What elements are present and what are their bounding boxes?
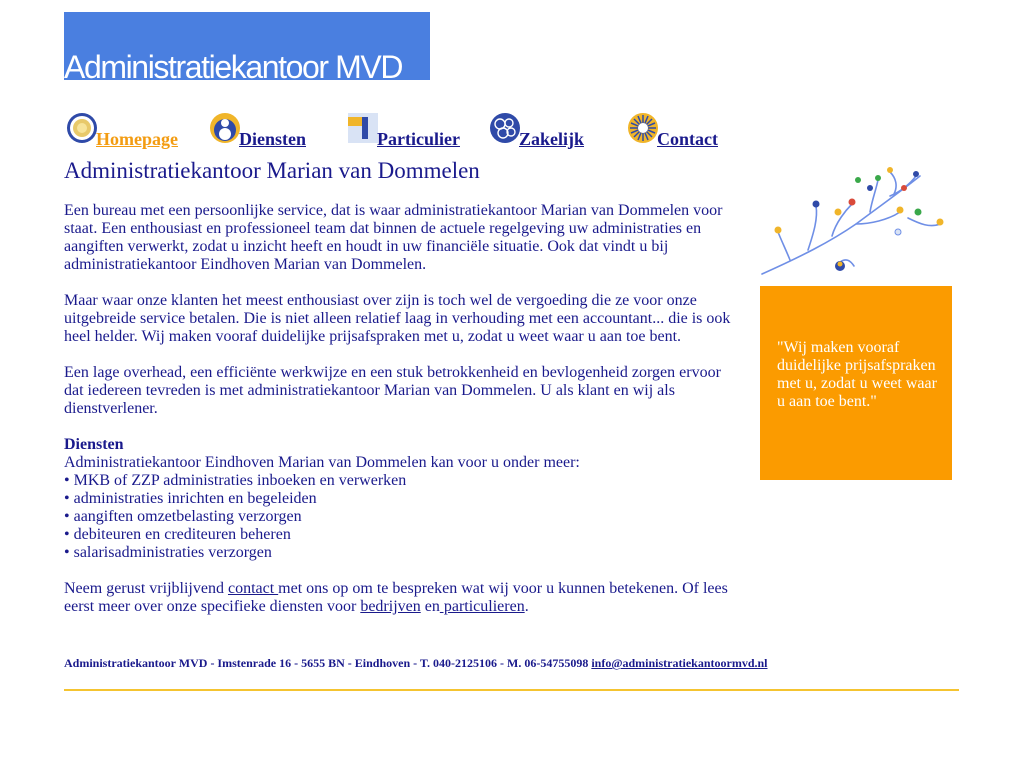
closing-text-end: . <box>524 598 529 615</box>
service-item: • aangiften omzetbelasting verzorgen <box>64 508 302 525</box>
site-logo[interactable] <box>64 12 430 80</box>
quote-text: "Wij maken vooraf duidelijke prijsafspraken met u, zodat u weet waar u aan toe bent." <box>777 339 937 410</box>
network-globe-icon <box>489 112 521 144</box>
main-content <box>64 202 740 634</box>
services-heading: Diensten <box>64 436 124 453</box>
nav-homepage[interactable] <box>66 112 178 149</box>
services-intro: Administratiekantoor Eindhoven Marian van Dommelen kan voor u onder meer: <box>64 454 580 471</box>
nav-diensten[interactable] <box>209 112 306 149</box>
quote-box <box>760 286 952 480</box>
closing-text-and: en <box>420 598 440 615</box>
closing-text-middle: met ons op om te bespreken wat wij voor u kunnen betekenen. Of lees eerst meer over onze specifieke diensten voor <box>64 580 728 615</box>
footer-contact <box>64 656 768 671</box>
nav-zakelijk-label: Zakelijk <box>519 129 585 149</box>
services-section <box>64 436 740 562</box>
nav-contact-label: Contact <box>657 129 718 149</box>
nav-diensten-label: Diensten <box>239 129 306 149</box>
overhead-paragraph: Een lage overhead, een efficiënte werkwijze en een stuk betrokkenheid en bevlogenheid zorgen ervoor dat iedereen tevreden is met administratiekantoor Marian van Dommelen. U als klant en wij als dienstverlener. <box>64 364 721 417</box>
nav-particulier-label: Particulier <box>377 129 460 149</box>
services-list <box>64 472 740 562</box>
service-item: • debiteuren en crediteuren beheren <box>64 526 291 543</box>
footer-email-link[interactable]: info@administratiekantoormvd.nl <box>591 656 768 670</box>
business-link[interactable]: bedrijven <box>360 598 421 615</box>
main-nav <box>64 112 764 152</box>
nav-homepage-label: Homepage <box>96 129 178 149</box>
sun-circle-icon <box>66 112 98 144</box>
logo-text: Administratiekantoor MVD <box>64 49 403 80</box>
nav-contact[interactable] <box>627 112 718 149</box>
nav-particulier[interactable] <box>347 112 460 149</box>
network-tree-illustration <box>760 162 952 280</box>
service-item: • salarisadministraties verzorgen <box>64 544 272 561</box>
footer-divider <box>64 689 959 691</box>
page-title: Administratiekantoor Marian van Dommelen <box>64 158 480 183</box>
sunburst-icon <box>627 112 659 144</box>
person-circle-icon <box>209 112 241 144</box>
footer-address: Administratiekantoor MVD - Imstenrade 16 - 5655 BN - Eindhoven - T. 040-2125106 - M. 06-54755098 <box>64 656 592 670</box>
square-blocks-icon <box>347 112 379 144</box>
pricing-paragraph: Maar waar onze klanten het meest enthousiast over zijn is toch wel de vergoeding die ze voor onze uitgebreide service betalen. Die is niet alleen relatief laag in verhouding met een accountant... die is ook heel helder. Wij maken vooraf duidelijke prijsafspraken met u, zodat u weet waar u aan toe bent. <box>64 292 731 345</box>
contact-link[interactable]: contact <box>227 580 279 597</box>
intro-paragraph: Een bureau met een persoonlijke service, dat is waar administratiekantoor Marian van Dommelen voor staat. Een enthousiast en professioneel team dat binnen de actuele regelgeving uw administraties en aangiften verwerkt, zodat u inzicht heeft en houdt in uw financiële situatie. Ook dat vindt u bij administratiekantoor Eindhoven Marian van Dommelen. <box>64 202 723 273</box>
service-item: • MKB of ZZP administraties inboeken en verwerken <box>64 472 407 489</box>
nav-zakelijk[interactable] <box>489 112 585 149</box>
closing-text-start: Neem gerust vrijblijvend <box>64 580 228 597</box>
service-item: • administraties inrichten en begeleiden <box>64 490 317 507</box>
private-link[interactable]: particulieren <box>439 598 525 615</box>
closing-paragraph <box>64 580 740 616</box>
